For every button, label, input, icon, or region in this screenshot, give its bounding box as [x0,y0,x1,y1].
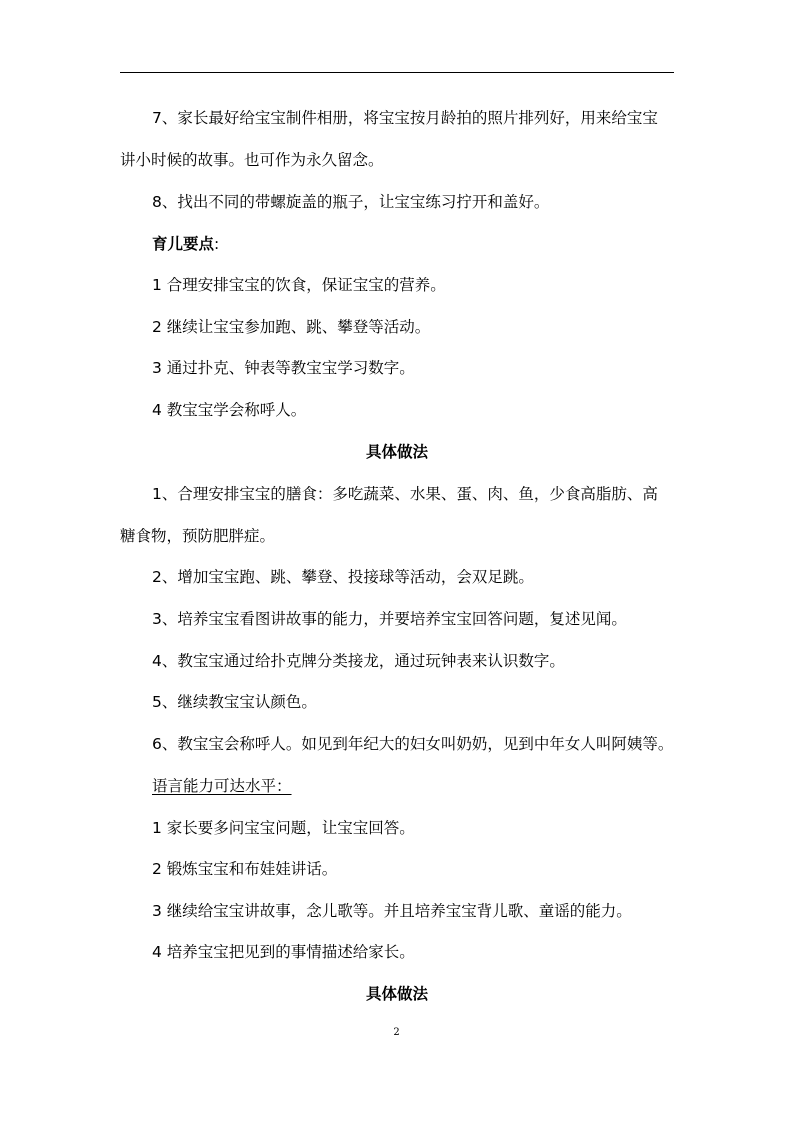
method-item6: 6、教宝宝会称呼人。如见到年纪大的妇女叫奶奶，见到中年女人叫阿姨等。 [152,735,674,753]
parenting-points-heading: 育儿要点 [152,235,215,253]
method-item5: 5、继续教宝宝认颜色。 [152,693,317,711]
parenting-points-heading-row [152,234,219,254]
method-item3: 3、培养宝宝看图讲故事的能力，并要培养宝宝回答问题，复述见闻。 [152,610,627,628]
language-ability-heading: 语言能力可达水平： [152,777,292,795]
list-item: 2 继续让宝宝参加跑、跳、攀登等活动。 [152,318,431,336]
parenting-points-colon: : [214,235,220,253]
list-item: 3 继续给宝宝讲故事，念儿歌等。并且培养宝宝背儿歌、童谣的能力。 [152,902,632,920]
method-item2: 2、增加宝宝跑、跳、攀登、投接球等活动，会双足跳。 [152,568,534,586]
method-item4: 4、教宝宝通过给扑克牌分类接龙，通过玩钟表来认识数字。 [152,652,565,670]
method-item1-line2: 糖食物，预防肥胖症。 [120,527,276,545]
paragraph-item7-line2: 讲小时候的故事。也可作为永久留念。 [120,151,384,169]
list-item: 2 锻炼宝宝和布娃娃讲话。 [152,860,338,878]
page-number: 2 [393,1027,400,1038]
list-item: 4 教宝宝学会称呼人。 [152,401,307,419]
paragraph-item8: 8、找出不同的带螺旋盖的瓶子，让宝宝练习拧开和盖好。 [152,193,550,211]
list-item: 4 培养宝宝把见到的事情描述给家长。 [152,943,415,961]
section-heading-methods-1: 具体做法 [365,443,428,461]
list-item: 3 通过扑克、钟表等教宝宝学习数字。 [152,359,415,377]
paragraph-item7-line1: 7、家长最好给宝宝制件相册，将宝宝按月龄拍的照片排列好，用来给宝宝 [152,109,658,127]
method-item1-line1: 1、合理安排宝宝的膳食：多吃蔬菜、水果、蛋、肉、鱼，少食高脂肪、高 [152,485,658,503]
section-heading-methods-2: 具体做法 [365,985,428,1003]
header-rule [120,72,674,73]
list-item: 1 合理安排宝宝的饮食，保证宝宝的营养。 [152,276,446,294]
list-item: 1 家长要多问宝宝问题，让宝宝回答。 [152,819,415,837]
